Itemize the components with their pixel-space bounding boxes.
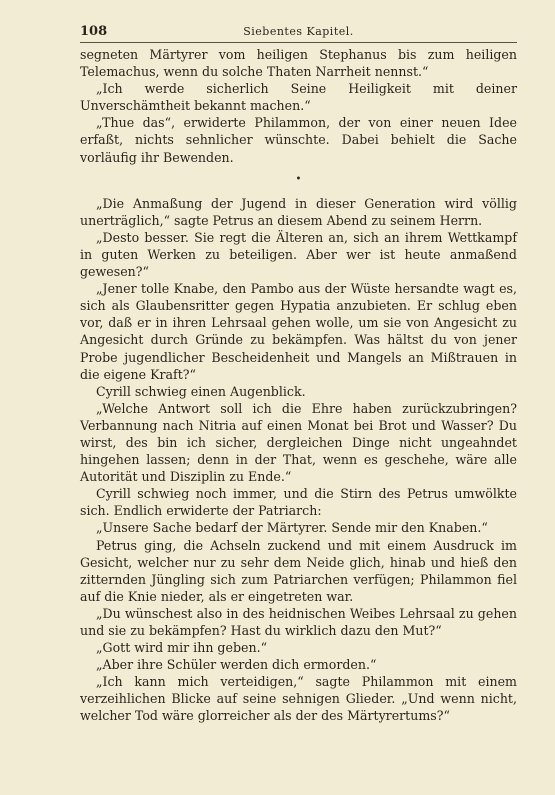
running-head: Siebentes Kapitel. [243, 25, 354, 38]
page-number: 108 [80, 24, 108, 39]
paragraph: Petrus ging, die Achseln zuckend und mit einem Ausdruck im Gesicht, welcher nur zu sehr dem Neide glich, hinab und hieß den zitternden Jüngling sich zum Patriarchen verfügen; Philammon fiel auf die Knie nieder, als er eingetreten war. [80, 537, 517, 604]
paragraph: Cyrill schwieg einen Augenblick. [96, 383, 306, 399]
paragraph: „Ich kann mich verteidigen,“ sagte Philammon mit einem verzeihlichen Blicke auf seine sehnigen Glieder. „Und wenn nicht, welcher Tod wäre glorreicher als der des Märtyrertums?“ [80, 674, 517, 724]
paragraph: „Jener tolle Knabe, den Pambo aus der Wüste hersandte wagt es, sich als Glaubensritter gegen Hypatia anzubieten. Er schlug eben vor, daß er in ihren Lehrsaal gehen wolle, um sie von Angesicht zu Angesicht durch Gründe zu bekämpfen. Was hältst du von jener Probe jugendlicher Bescheidenheit und Mangels an Mißtrauen in die eigene Kraft?“ [80, 281, 517, 382]
paragraph: „Ich werde sicherlich Seine Heiligkeit mit deiner Unverschämtheit bekannt machen.“ [80, 81, 517, 114]
page-body [80, 46, 517, 725]
paragraph: „Gott wird mir ihn geben.“ [96, 640, 268, 656]
paragraph: Cyrill schwieg noch immer, und die Stirn des Petrus umwölkte sich. Endlich erwiderte der Patriarch: [80, 486, 517, 519]
section-separator: • [295, 173, 302, 185]
page-header [80, 24, 517, 43]
paragraph: „Thue das“, erwiderte Philammon, der von einer neuen Idee erfaßt, nichts sehnlicher wünschte. Dabei behielt die Sache vorläufig ihr Bewenden. [80, 115, 517, 165]
paragraph: „Du wünschest also in des heidnischen Weibes Lehrsaal zu gehen und sie zu bekämpfen? Hast du wirklich dazu den Mut?“ [80, 605, 517, 638]
paragraph: „Unsere Sache bedarf der Märtyrer. Sende mir den Knaben.“ [96, 520, 488, 536]
paragraph: „Welche Antwort soll ich die Ehre haben zurückzubringen? Verbannung nach Nitria auf einen Monat bei Brot und Wasser? Du wirst, des bin ich sicher, dergleichen Dinge nicht ungeahndet hingehen lassen; denn in der That, wenn es geschehe, wäre alle Autorität und Disziplin zu Ende.“ [80, 400, 517, 485]
paragraph: „Desto besser. Sie regt die Älteren an, sich an ihrem Wettkampf in guten Werken zu beteiligen. Aber wer ist heute anmaßend gewesen?“ [80, 229, 517, 280]
paragraph: „Die Anmaßung der Jugend in dieser Generation wird völlig unerträglich,“ sagte Petrus an diesem Abend zu seinem Herrn. [80, 195, 517, 228]
paragraph: „Aber ihre Schüler werden dich ermorden.“ [96, 657, 377, 673]
paragraph: segneten Märtyrer vom heiligen Stephanus bis zum heiligen Telemachus, wenn du solche Thaten Narrheit nennst.“ [80, 47, 517, 80]
